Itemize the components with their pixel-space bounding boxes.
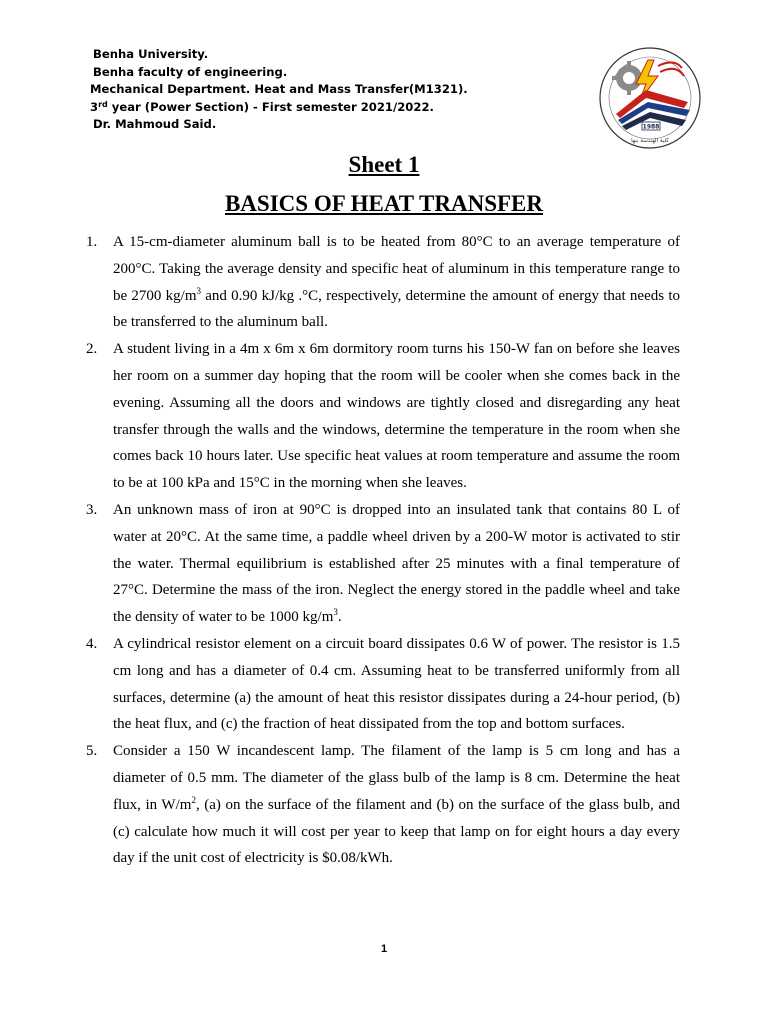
svg-text:1988: 1988 xyxy=(642,123,660,131)
problem-list xyxy=(86,229,680,872)
svg-text:كلية الهندسة بنها: كلية الهندسة بنها xyxy=(631,138,669,144)
main-title: BASICS OF HEAT TRANSFER xyxy=(224,191,544,216)
problem-item: 5. Consider a 150 W incandescent lamp. The filament of the lamp is 5 cm long and has a diameter of 0.5 mm. The diameter of the glass bulb of the lamp is 8 cm. Determine the heat flux, in $W/m^2$, (a) on the surface of the filament and (b) on the surface of the glass bulb, and (c) calculate how much it will cost per year to keep that lamp on for eight hours a day every day if the unit cost of electricity is $0.08/kWh. xyxy=(86,738,680,872)
problem-item: 2. A student living in a 4m x 6m x 6m dormitory room turns his 150-W fan on before she leaves her room on a summer day hoping that the room will be cooler when she comes back in the evening. Assuming all the doors and windows are tightly closed and disregarding any heat transfer through the walls and the windows, determine the temperature in the room when she comes back 10 hours later. Use specific heat values at room temperature and assume the room to be at 100 kPa and 15°C in the morning when she leaves. xyxy=(86,336,680,497)
course-info: Mechanical Department. Heat and Mass Transfer(M1321). xyxy=(90,82,468,96)
problem-item: 3. An unknown mass of iron at 90°C is dropped into an insulated tank that contains 80 L of water at 20°C. At the same time, a paddle wheel driven by a 200-W motor is activated to stir the water. Thermal equilibrium is established after 25 minutes with a final temperature of 27°C. Determine the mass of the iron. Neglect the energy stored in the paddle wheel and take the density of water to be 1000 $kg/m^3$. xyxy=(86,497,680,631)
document-header xyxy=(90,46,468,134)
faculty-name: Benha faculty of engineering. xyxy=(93,64,288,79)
problem-number: 1. xyxy=(86,234,98,250)
faculty-logo xyxy=(596,44,704,152)
problem-item: 1. A 15-cm-diameter aluminum ball is to be heated from 80°C to an average temperature of 200°C. Taking the average density and specific heat of aluminum in this temperature range to be 2700 $kg/m^3$ and 0.90 kJ/kg .°C, respectively, determine the amount of energy that needs to be transferred to the aluminum ball. xyxy=(86,229,680,336)
university-name: Benha University. xyxy=(93,47,209,61)
sheet-title: Sheet 1 xyxy=(348,152,420,177)
problem-number: 4. xyxy=(86,635,98,652)
problem-item: 4. A cylindrical resistor element on a circuit board dissipates 0.6 W of power. The resistor is 1.5 cm long and has a diameter of 0.4 cm. Assuming heat to be transferred uniformly from all surfaces, determine (a) the amount of heat this resistor dissipates during a 24-hour period, (b) the heat flux, and (c) the fraction of heat dissipated from the top and bottom surfaces. xyxy=(86,631,680,738)
problem-number: 3. xyxy=(86,501,98,518)
problem-number: 2. xyxy=(86,341,98,358)
problem-number: 5. xyxy=(86,743,98,760)
page-number: 1 xyxy=(380,943,388,955)
year-info: 3rd year (Power Section) - First semester 2021/2022. xyxy=(90,99,434,114)
instructor-name: Dr. Mahmoud Said. xyxy=(93,117,217,131)
